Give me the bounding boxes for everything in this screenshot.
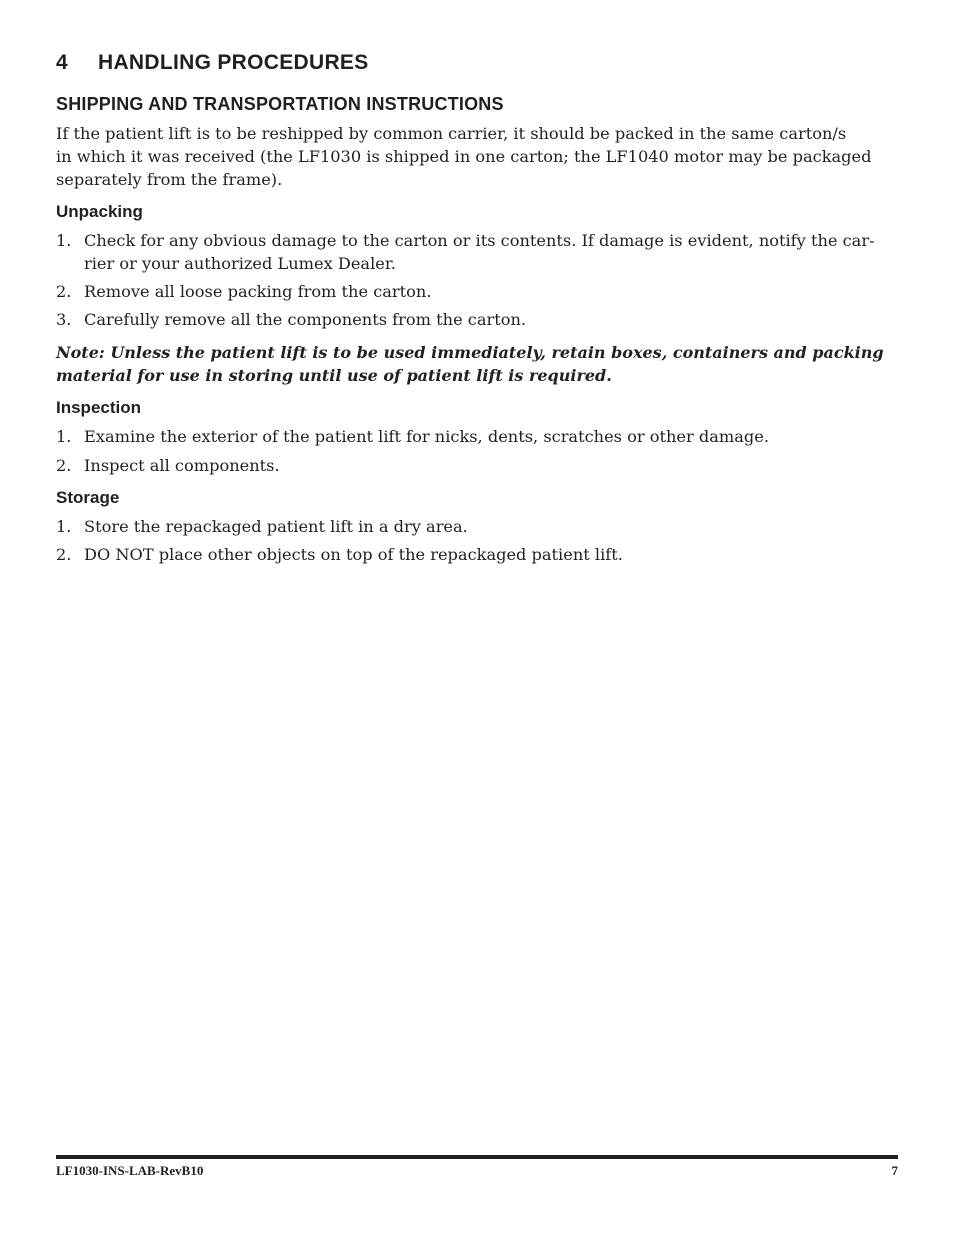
footer-page-number: 7: [891, 1163, 898, 1178]
list-number: 1.: [56, 231, 72, 250]
storage-heading: Storage: [56, 488, 120, 507]
list-number: 1.: [56, 427, 72, 446]
section-title-text: HANDLING PROCEDURES: [98, 51, 369, 74]
intro-line: in which it was received (the LF1030 is shipped in one carton; the LF1040 motor may be packaged: [56, 147, 872, 166]
list-text: Carefully remove all the components from the carton.: [84, 310, 527, 329]
note-line: material for use in storing until use of patient lift is required.: [56, 366, 612, 385]
intro-paragraph: [56, 122, 899, 191]
footer-document-id: LF1030-INS-LAB-RevB10: [56, 1163, 204, 1178]
list-item: [56, 515, 899, 538]
section-number: 4: [56, 51, 68, 74]
intro-line: If the patient lift is to be reshipped by common carrier, it should be packed in the same carton/s: [56, 124, 847, 143]
list-number: 3.: [56, 310, 72, 329]
list-number: 2.: [56, 456, 72, 475]
list-text: Inspect all components.: [84, 456, 280, 475]
list-text: Store the repackaged patient lift in a dry area.: [84, 517, 468, 536]
list-text: Examine the exterior of the patient lift for nicks, dents, scratches or other damage.: [84, 427, 769, 446]
list-text: rier or your authorized Lumex Dealer.: [84, 254, 396, 273]
list-number: 2.: [56, 545, 72, 564]
inspection-heading: Inspection: [56, 398, 142, 417]
subsection-title: SHIPPING AND TRANSPORTATION INSTRUCTIONS: [56, 94, 504, 114]
list-text: Remove all loose packing from the carton.: [84, 282, 432, 301]
unpacking-heading: Unpacking: [56, 202, 143, 221]
section-title: [56, 51, 369, 75]
list-text: DO NOT place other objects on top of the repackaged patient lift.: [84, 545, 623, 564]
note-line: Note: Unless the patient lift is to be used immediately, retain boxes, containers and packing: [56, 343, 884, 362]
list-item: [56, 280, 899, 303]
intro-line: separately from the frame).: [56, 170, 283, 189]
list-item: [56, 543, 899, 566]
list-text: Check for any obvious damage to the carton or its contents. If damage is evident, notify the car-: [84, 231, 875, 250]
note-paragraph: [56, 341, 899, 387]
list-item: [56, 454, 899, 477]
list-item: [56, 425, 899, 448]
footer-divider: [56, 1155, 898, 1159]
list-item: [56, 308, 899, 331]
list-item: [56, 229, 899, 275]
list-number: 2.: [56, 282, 72, 301]
list-number: 1.: [56, 517, 72, 536]
